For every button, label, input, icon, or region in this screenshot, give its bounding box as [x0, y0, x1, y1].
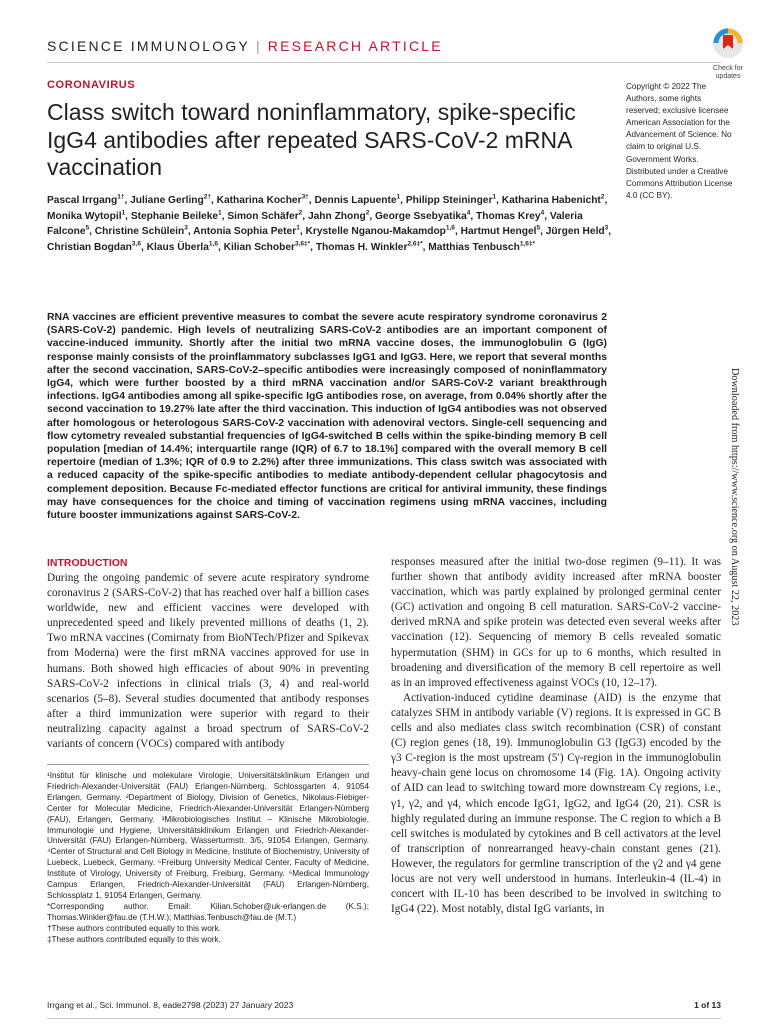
author-affiliation-marker: 3† — [301, 193, 309, 201]
author-affiliation-marker: 2† — [203, 193, 211, 201]
section-label: CORONAVIRUS — [47, 79, 136, 91]
author[interactable]: Philipp Steininger — [405, 195, 493, 206]
author-affiliation-marker: 2,6‡* — [407, 240, 423, 248]
author[interactable]: Christine Schülein — [94, 226, 185, 238]
author-affiliation-marker: 3,6‡* — [294, 240, 311, 248]
author[interactable]: Hartmut Hengel — [460, 226, 537, 238]
author[interactable]: Monika Wytopil — [47, 210, 122, 222]
footer-rule — [47, 1018, 721, 1019]
article-type: RESEARCH ARTICLE — [267, 38, 443, 54]
equal-contribution-double-dagger: ‡These authors contributed equally to this work. — [47, 934, 221, 944]
intro-paragraph-2: Activation-induced cytidine deaminase (AID) is the enzyme that catalyzes SHM in antibody variable (V) regions. It is expressed in GC B cells and also mediates class switch recombination (CSR) of constant (C) region genes (18, 19). Immunoglobulin G3 (IgG3) encoded by the γ3 C-region is the most upstream (5′) Cγ-region in the immunoglobulin heavy-chain gene locus on chromosome 14 (Fig. 1A). Ongoing activity of AID can lead to switching toward more downstream Cγ regions, i.e., γ1, γ2, and γ4, which encode IgG1, IgG2, and IgG4 (20, 21). CSR is highly regulated during an immune response. The C region to which a B cell switches is modulated by cytokines and B cell activators at the level of transcription of nonrearranged heavy-chain constant genes (21). However, the regulators for germline transcription of the γ2 and γ4 gene locus are not very well understood in humans. Interleukin-4 (IL-4) in concert with IL-10 has been described to be involved in switching to IgG4 (22). Most notably, distal IgG variants, in — [391, 691, 721, 916]
copyright-notice: Copyright © 2022 The Authors, some rights reserved; exclusive licensee American Association for the Advancement of Science. No claim to original U.S. Government Works. Distributed under a Creative Commons Attribution License 4.0 (CC BY). — [626, 82, 733, 200]
author-affiliation-marker: 1,6 — [445, 225, 455, 233]
author-affiliation-marker: 3 — [184, 225, 188, 233]
author[interactable]: Katharina Kocher — [216, 195, 302, 206]
author-affiliation-marker: 1,6 — [208, 240, 218, 248]
author[interactable]: Katharina Habenicht — [501, 195, 601, 206]
author[interactable]: Christian Bogdan — [47, 242, 132, 254]
author[interactable]: Valeria Falcone — [47, 210, 583, 238]
download-note-text: Downloaded from https://www.science.org on August 22, 2023 — [729, 368, 740, 626]
author[interactable]: Simon Schäfer — [227, 210, 299, 222]
author-affiliation-marker: 1 — [492, 193, 497, 201]
author-affiliation-marker: 5 — [85, 225, 90, 233]
author-affiliation-marker: 1 — [396, 193, 401, 201]
author[interactable]: Dennis Lapuente — [314, 195, 397, 206]
badge-label-line1: Check for — [713, 65, 743, 72]
author-affiliation-marker: 1 — [296, 225, 300, 233]
author[interactable]: Pascal Irrgang — [47, 195, 118, 206]
page-number: 1 of 13 — [694, 1000, 721, 1010]
badge-label-line2: updates — [715, 73, 741, 80]
author-affiliation-marker: 1 — [218, 209, 222, 217]
author-list: Pascal Irrgang$^{1\dagger}$, Juliane Gerling$^{2\dagger}$, Katharina Kocher$^{3\dagger}$, Dennis Lapuente$^1$, Philipp Steininger$^1$, Katharina Habenicht$^2$, Monika Wytopil$^1$, Stephanie Beileke$^1$, Simon Schäfer$^2$, Jahn Zhong$^2$, George Ssebyatika$^4$, Thomas Krey$^4$, Valeria Falcone$^5$, Christine Schülein$^3$, Antonia Sophia Peter$^1$, Krystelle Nganou-Makamdop$^{1,6}$, Hartmut Hengel$^5$, Jürgen Held$^3$, Christian Bogdan$^{3,6}$, Klaus Überla$^{1,6}$, Kilian Schober$^{3,6\ddagger*}$, Thomas H. Winkler$^{2,6\ddagger*}$, Matthias Tenbusch$^{1,6\ddagger*}$ — [47, 193, 612, 254]
intro-column-1: During the ongoing pandemic of severe acute respiratory syndrome coronavirus 2 (SARS-CoV-2) that has reached over half a billion cases worldwide, new and efficient vaccines were developed with unprecedented speed and likely prevented millions of deaths (1, 2). Two mRNA vaccines (Comirnaty from BioNTech/Pfizer and Spikevax from Moderna) were the first mRNA vaccines approved for use in humans. Both showed high efficacies of about 90% in preventing SARS-CoV-2 infections in clinical trials (3, 4) and real-world scenarios (5–8). Several studies documented that antibody responses after a third immunization were superior with regard to their neutralizing capacity against a broad spectrum of SARS-CoV-2 variants of concern (VOCs) compared with antibody — [47, 572, 369, 751]
author[interactable]: Stephanie Beileke — [130, 210, 219, 222]
citation-footer: Irrgang et al., Sci. Immunol. 8, eade2798 (2023) 27 January 2023 — [47, 1000, 294, 1010]
corresponding-author[interactable]: *Corresponding author. Email: Kilian.Schober@uk-erlangen.de (K.S.); Thomas.Winkler@fau.de (T.H.W.); Matthias.Tenbusch@fau.de (M.T.) — [47, 901, 369, 922]
author[interactable]: Jürgen Held — [545, 226, 605, 238]
author[interactable]: George Ssebyatika — [375, 210, 467, 222]
affiliations: ¹Institut für klinische und molekulare Virologie, Universitätsklinikum Erlangen und Friedrich-Alexander-Universität (FAU) Erlangen-Nürnberg, Schlossgarten 4, 91054 Erlangen, Germany. ²Department of Biology, Division of Genetics, Nikolaus-Fiebiger-Center for Molecular Medicine, Friedrich-Alexander-Universität Erlangen-Nürnberg (FAU), Erlangen, Germany. ³Mikrobiologisches Institut – Klinische Mikrobiologie, Immunologie und Hygiene, Universitätsklinikum Erlangen und Friedrich-Alexander-Universität (FAU) Erlangen-Nürnberg, Wasserturmstr. 3/5, 91054 Erlangen, Germany. ⁴Center of Structural and Cell Biology in Medicine, Institute of Biochemistry, University of Luebeck, Luebeck, Germany. ⁵Freiburg University Medical Center, Faculty of Medicine, Institute of Virology, University of Freiburg, Freiburg, Germany. ⁶Medical Immunology Campus Erlangen, Friedrich-Alexander-Universität (FAU) Erlangen-Nürnberg, Schlossplatz 1, 91054 Erlangen, Germany. — [47, 771, 369, 900]
equal-contribution-dagger: †These authors contributed equally to this work. — [47, 923, 221, 933]
article-title: Class switch toward noninflammatory, spike-specific IgG4 antibodies after repeated SARS-CoV-2 mRNA vaccination — [47, 99, 576, 180]
download-side-note — [726, 368, 740, 648]
author-affiliation-marker: 1† — [117, 193, 125, 201]
author-affiliation-marker: 2 — [298, 209, 303, 217]
journal-name: SCIENCE IMMUNOLOGY — [47, 38, 250, 54]
header-rule — [47, 62, 721, 63]
author-affiliation-marker: 5 — [536, 225, 541, 233]
author[interactable]: Matthias Tenbusch — [428, 242, 520, 254]
author[interactable]: Klaus Überla — [146, 242, 209, 254]
check-updates-icon — [708, 26, 748, 60]
author-affiliation-marker: 4 — [466, 209, 471, 217]
author[interactable]: Thomas Krey — [476, 210, 541, 222]
footnote-rule — [47, 764, 369, 765]
journal-header — [47, 38, 443, 54]
author[interactable]: Krystelle Nganou-Makamdop — [305, 226, 446, 238]
intro-column-2 — [391, 555, 721, 917]
author-affiliation-marker: 1,6‡* — [519, 240, 535, 248]
author-affiliation-marker: 2 — [365, 209, 370, 217]
abstract: RNA vaccines are efficient preventive measures to combat the severe acute respiratory syndrome coronavirus 2 (SARS-CoV-2) pandemic. High levels of neutralizing SARS-CoV-2 antibodies are an important component of vaccine-induced immunity. Shortly after the initial two mRNA vaccine doses, the immunoglobulin G (IgG) response mainly consists of the proinflammatory subclasses IgG1 and IgG3. Here, we report that several months after the second vaccination, SARS-CoV-2–specific antibodies were increasingly composed of noninflammatory IgG4, which were further boosted by a third mRNA vaccination and/or SARS-CoV-2 variant breakthrough infections. IgG4 antibodies among all spike-specific IgG antibodies rose, on average, from 0.04% shortly after the second vaccination to 19.27% late after the third vaccination. This induction of IgG4 antibodies was not observed after homologous or heterologous SARS-CoV-2 vaccination with adenoviral vectors. Single-cell sequencing and flow cytometry revealed substantial frequencies of IgG4-switched B cells within the spike-binding memory B cell population [median of 14.4%; interquartile range (IQR) of 6.7 to 18.1%] compared with the overall memory B cell repertoire (median of 1.3%; IQR of 0.9 to 2.2%) after three immunizations. This class switch was associated with a reduced capacity of the spike-specific antibodies to mediate antibody-dependent cellular phagocytosis and complement deposition. Because Fc-mediated effector functions are critical for antiviral immunity, these findings may have consequences for the choice and timing of vaccination regimens using mRNA vaccines, including future booster immunizations against SARS-CoV-2. — [47, 312, 607, 522]
author[interactable]: Antonia Sophia Peter — [193, 226, 297, 238]
intro-heading: INTRODUCTION — [47, 557, 128, 569]
author-affiliation-marker: 3 — [604, 225, 609, 233]
header-separator: | — [255, 38, 262, 54]
author[interactable]: Jahn Zhong — [307, 210, 366, 222]
intro-paragraph-1: responses measured after the initial two-dose regimen (9–11). It was further shown that antibody avidity increased after mRNA booster vaccination, which was partly explained by prolonged germinal center (GC) activation and ongoing B cell maturation. SARS-CoV-2 vaccine-derived mRNA and spike protein was detected even several weeks after vaccination (12). Sequencing of memory B cells revealed somatic hypermutation (SHM) in GCs for up to 6 months, which resulted in broadening and diversification of the memory B cell repertoire as well as in an improved effectiveness against VOCs (10, 12–17). — [391, 556, 721, 689]
author-affiliation-marker: 1 — [121, 209, 126, 217]
author-affiliation-marker: 3,6 — [131, 240, 141, 248]
author[interactable]: Juliane Gerling — [130, 195, 204, 206]
author[interactable]: Thomas H. Winkler — [315, 242, 408, 254]
footnotes — [47, 771, 369, 946]
author-affiliation-marker: 4 — [540, 209, 545, 217]
author[interactable]: Kilian Schober — [223, 242, 295, 254]
author-affiliation-marker: 2 — [600, 193, 605, 201]
check-for-updates-badge[interactable] — [704, 26, 752, 82]
